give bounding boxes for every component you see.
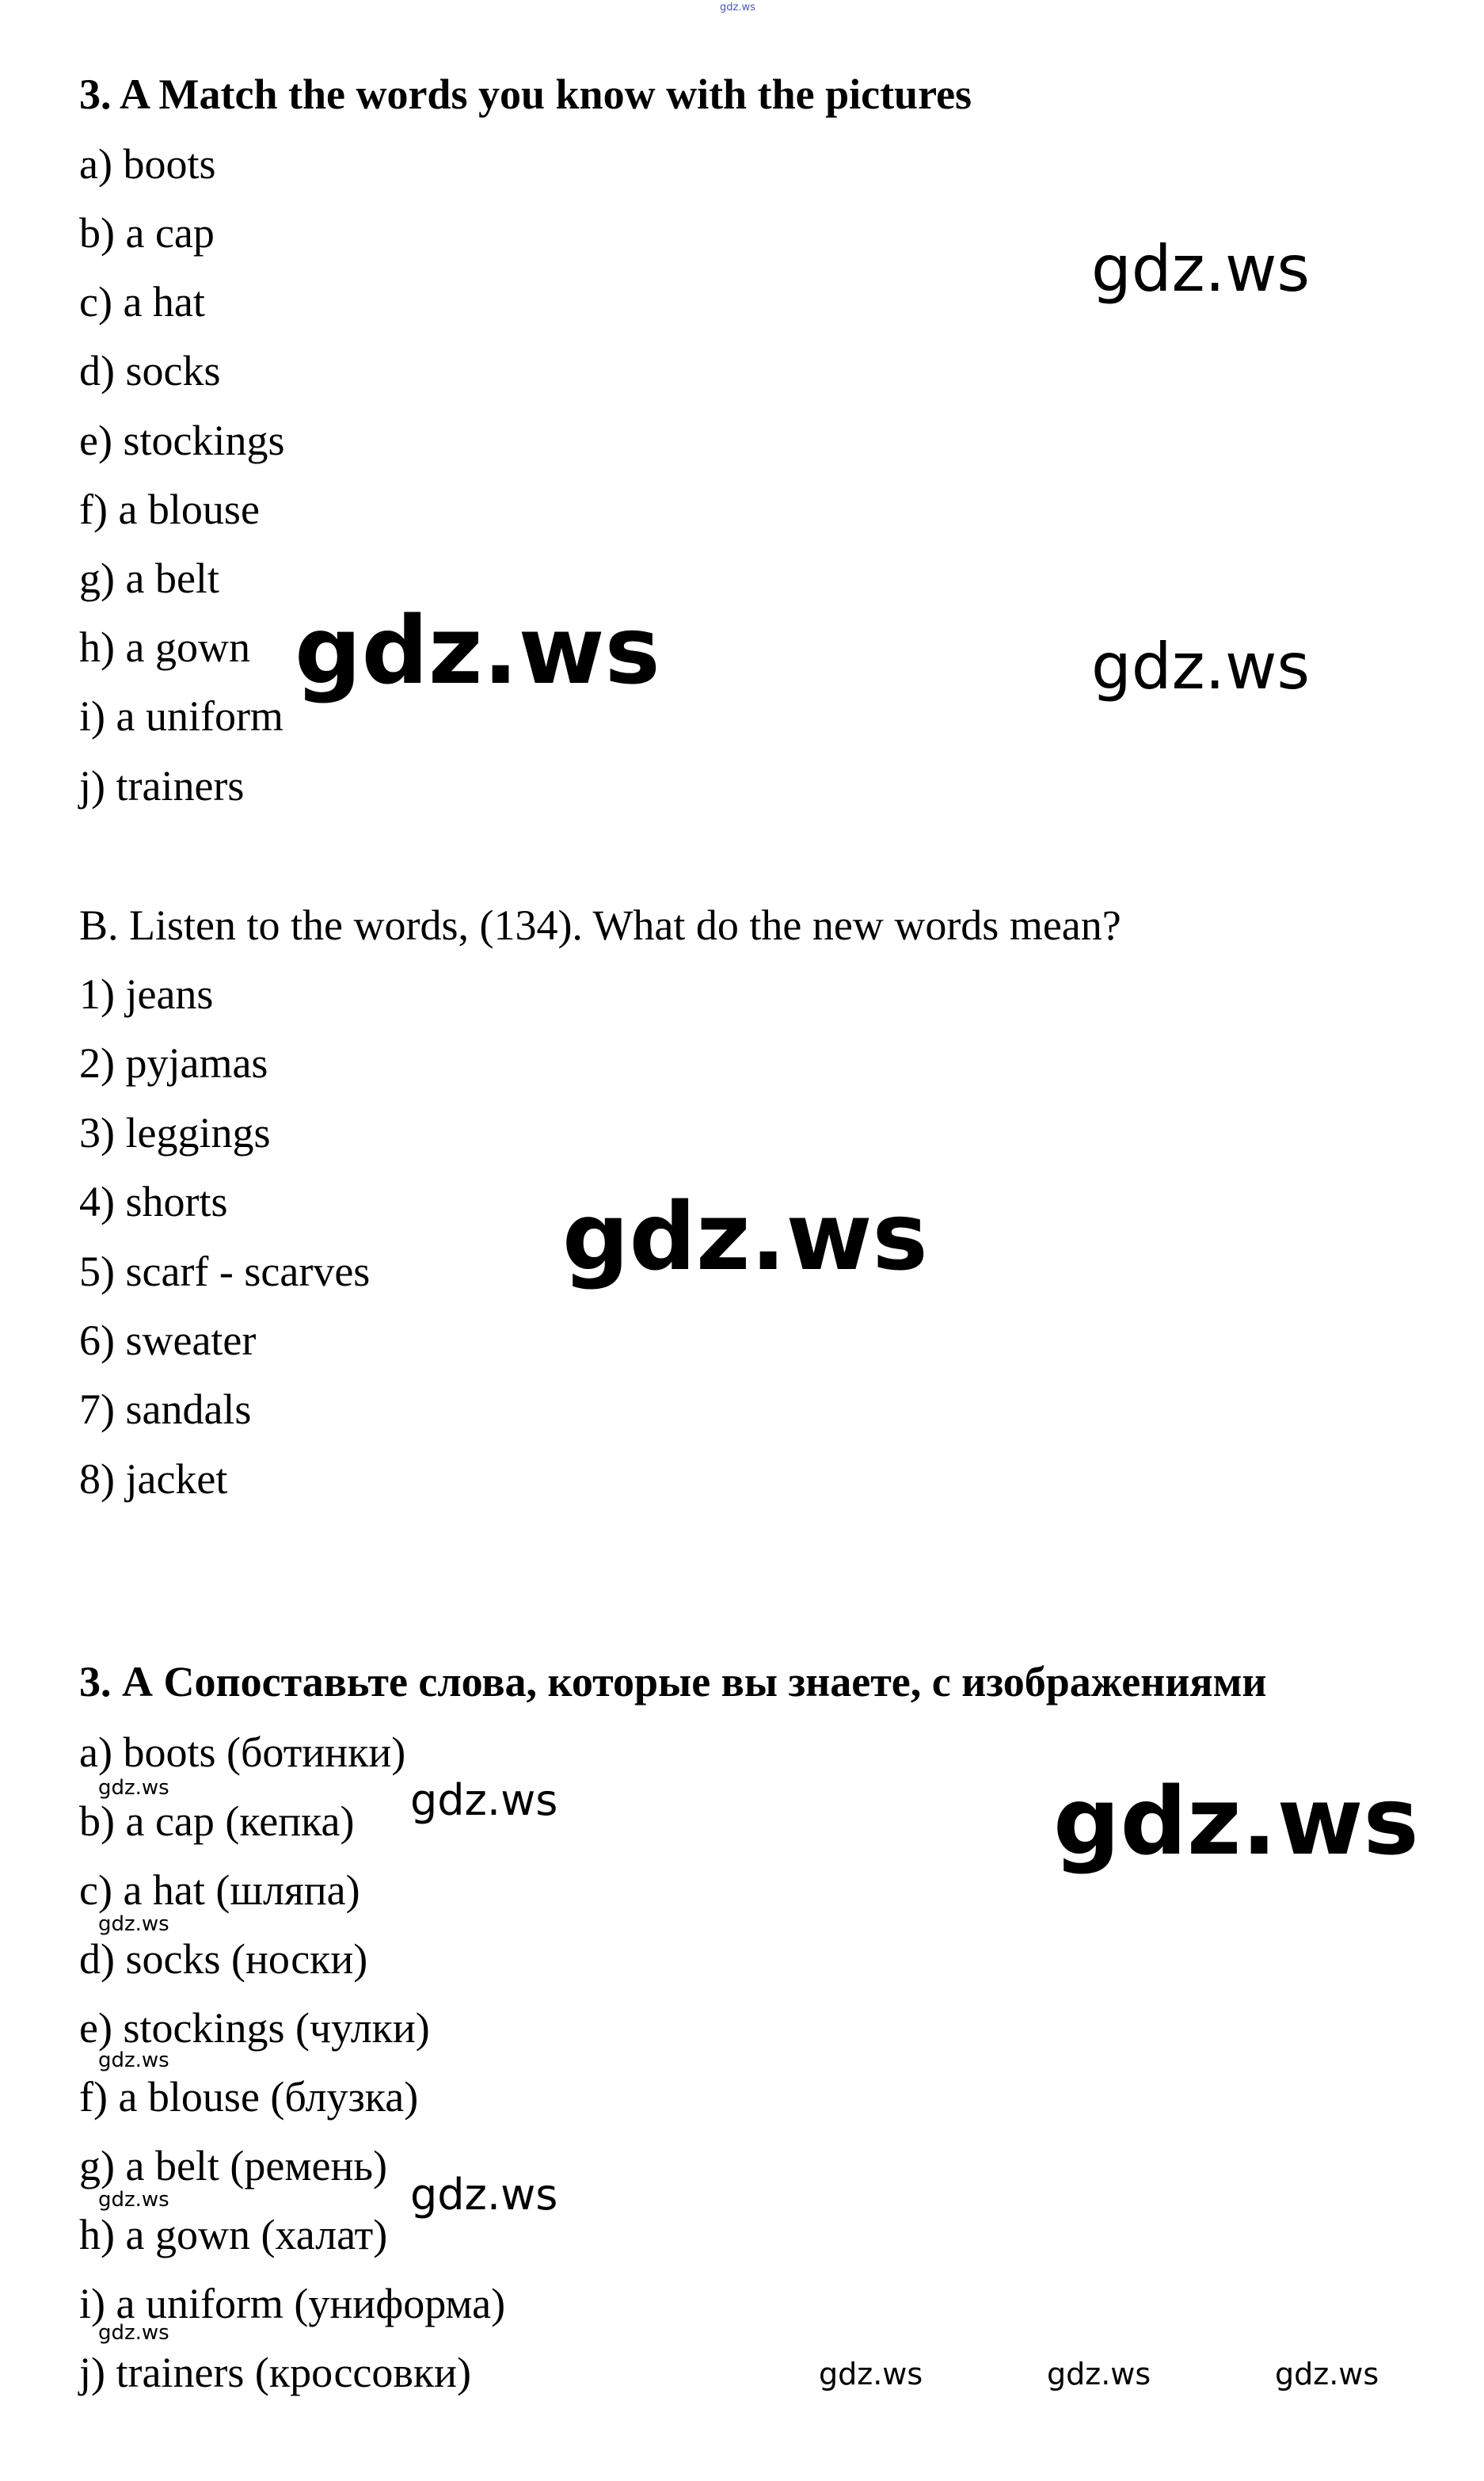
watermark: gdz.ws (1091, 630, 1311, 703)
watermark: gdz.ws (1047, 2357, 1151, 2391)
section-b-heading: B. Listen to the words, (134). What do the new words mean? (79, 901, 1121, 949)
section-a-item-j: j) trainers (79, 762, 245, 810)
section-a-item-c: c) a hat (79, 278, 205, 326)
section-b-item-1: 1) jeans (79, 970, 214, 1018)
section-a-ru-item-g: g) a belt (ремень) (79, 2142, 388, 2189)
section-a-ru-item-i: i) a uniform (униформа) (79, 2280, 506, 2327)
watermark: gdz.ws (98, 2188, 169, 2212)
watermark: gdz.ws (819, 2357, 923, 2391)
section-a-item-f: f) a blouse (79, 486, 260, 533)
section-a-item-h: h) a gown (79, 623, 250, 671)
section-b-item-8: 8) jacket (79, 1455, 228, 1503)
section-b-item-6: 6) sweater (79, 1317, 257, 1364)
watermark: gdz.ws (98, 2321, 169, 2345)
section-b-item-4: 4) shorts (79, 1178, 228, 1225)
section-a-item-a: a) boots (79, 140, 216, 188)
watermark: gdz.ws (1053, 1766, 1419, 1876)
section-a-heading: 3. A Match the words you know with the pictures (79, 71, 972, 118)
section-a-ru-heading: 3. А Сопоставьте слова, которые вы знаете, с изображениями (79, 1658, 1267, 1705)
section-a-ru-item-j: j) trainers (кроссовки) (79, 2349, 472, 2396)
section-b-item-3: 3) leggings (79, 1109, 271, 1157)
watermark: gdz.ws (410, 2170, 558, 2220)
watermark: gdz.ws (410, 1775, 558, 1825)
section-a-item-d: d) socks (79, 347, 221, 394)
section-b-item-5: 5) scarf - scarves (79, 1248, 371, 1295)
section-a-item-i: i) a uniform (79, 692, 283, 740)
watermark: gdz.ws (720, 2, 755, 13)
section-a-item-g: g) a belt (79, 555, 219, 602)
section-b-item-2: 2) pyjamas (79, 1039, 268, 1087)
watermark: gdz.ws (1091, 232, 1311, 306)
watermark: gdz.ws (1275, 2357, 1379, 2391)
watermark: gdz.ws (562, 1182, 928, 1291)
section-a-ru-item-b: b) a cap (кепка) (79, 1797, 355, 1845)
section-a-ru-item-c: c) a hat (шляпа) (79, 1866, 360, 1914)
section-a-ru-item-e: e) stockings (чулки) (79, 2004, 430, 2052)
section-a-ru-item-f: f) a blouse (блузка) (79, 2073, 419, 2121)
section-a-ru-item-d: d) socks (носки) (79, 1935, 368, 1983)
section-a-ru-item-h: h) a gown (халат) (79, 2211, 388, 2258)
section-b-item-7: 7) sandals (79, 1385, 252, 1433)
section-a-item-e: e) stockings (79, 417, 285, 464)
watermark: gdz.ws (295, 596, 660, 705)
watermark: gdz.ws (98, 1912, 169, 1936)
section-a-item-b: b) a cap (79, 209, 215, 257)
watermark: gdz.ws (98, 1776, 169, 1800)
section-a-ru-item-a: a) boots (ботинки) (79, 1728, 406, 1776)
watermark: gdz.ws (98, 2048, 169, 2072)
